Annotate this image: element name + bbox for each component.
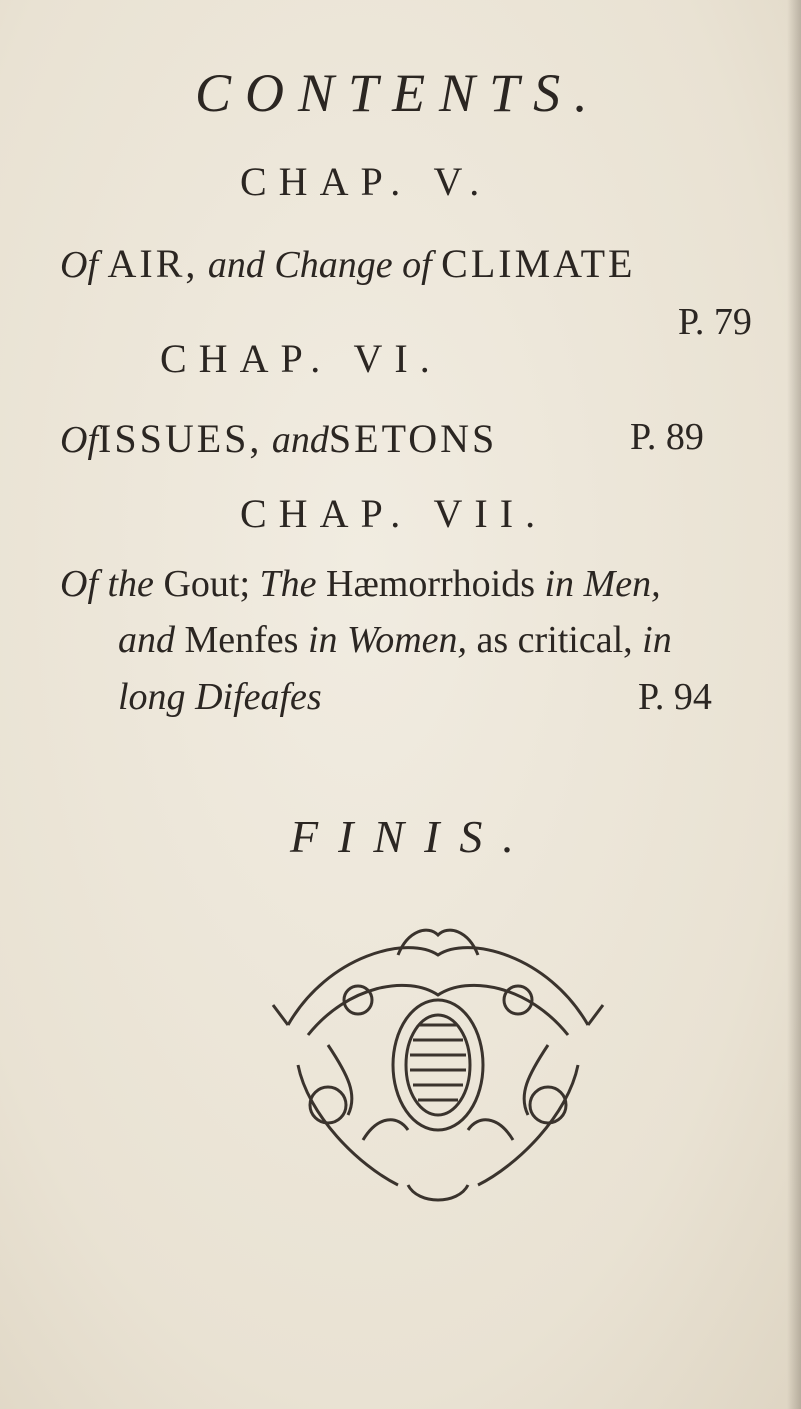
page-edge-shadow [787,0,801,1409]
chapter-7-page: P. 94 [638,676,712,718]
entry-word: Difeafes [195,676,322,718]
entry-of: Of [60,244,98,286]
entry-word: Gout; [163,563,250,605]
chapter-7-entry-line-2 [118,618,672,662]
entry-climate: CLIMATE [441,241,636,286]
entry-word: Menfes [184,619,299,661]
entry-word: Hæmorrhoids [326,563,535,605]
entry-word: as critical, [476,619,633,661]
ornament-bottom [408,1185,468,1200]
entry-word: in [642,619,672,661]
entry-word: Women, [347,619,468,661]
entry-change-of: and Change of [207,244,432,286]
entry-air: AIR, [107,241,199,286]
chapter-7-heading: CHAP. VII. [240,491,548,536]
entry-word: long [118,676,186,718]
chapter-7-entry-line-1 [60,562,661,606]
entry-word: Men, [583,563,661,605]
entry-word: the [107,563,154,605]
entry-word: The [259,563,317,605]
chapter-5-entry [60,240,636,287]
chapter-5-page: P. 79 [678,301,752,343]
chapter-7-entry-line-3 [118,675,322,719]
chapter-6-page: P. 89 [630,416,704,458]
ornament-crest [398,930,478,955]
chapter-6-entry [60,415,497,462]
entry-word: and [118,619,175,661]
entry-and: and [271,419,329,461]
ornament-arch [288,948,588,1025]
entry-issues: ISSUES, [98,416,263,461]
page-title: CONTENTS. [195,63,602,123]
chapter-6-heading: CHAP. VI. [160,336,442,381]
floral-tailpiece-icon [268,915,608,1215]
entry-of: Of [60,419,98,461]
chapter-5-heading: CHAP. V. [240,159,492,204]
entry-setons: SETONS [328,416,498,461]
entry-word: Of [60,563,98,605]
ornament-center-lines [410,1025,466,1100]
finis-text: FINIS. [290,811,534,862]
entry-word: in [544,563,575,605]
entry-word: in [307,619,338,661]
